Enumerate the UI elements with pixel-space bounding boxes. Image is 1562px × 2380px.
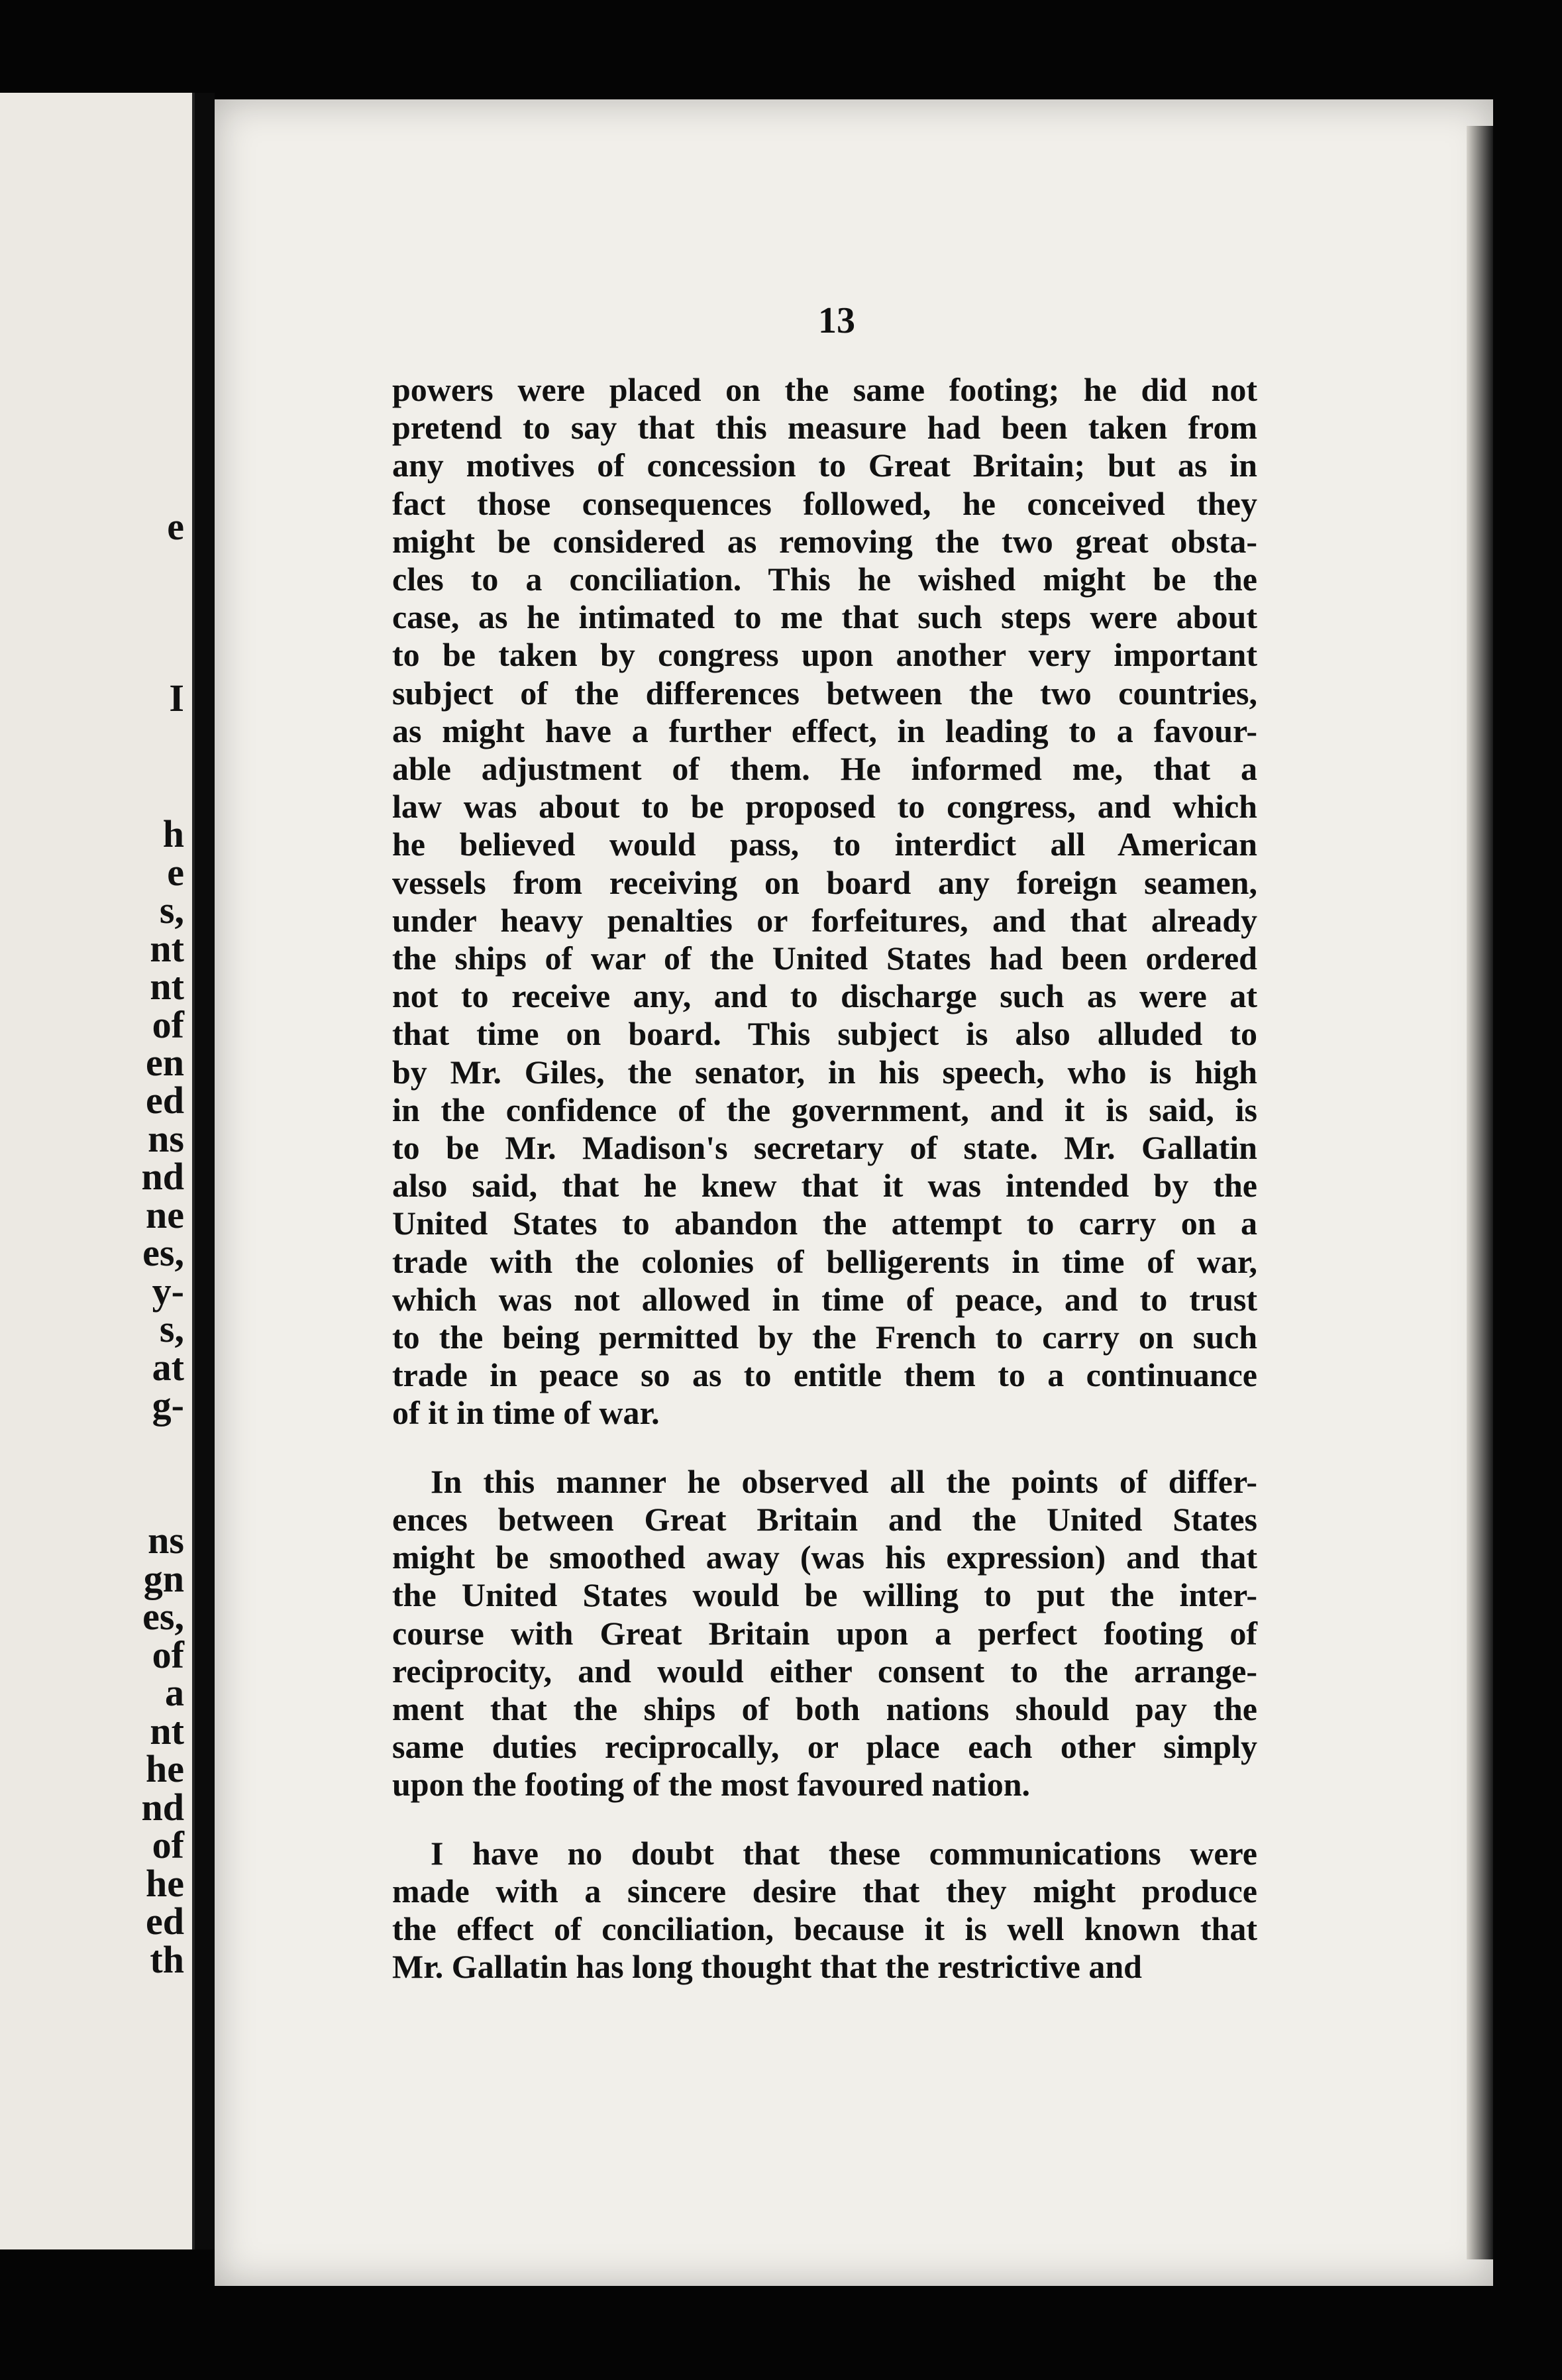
text-line: the effect of conciliation, because it is well known that: [392, 1910, 1257, 1947]
facing-page-fragment: s,: [159, 1307, 184, 1350]
text-line: that time on board. This subject is also alluded to: [392, 1015, 1257, 1053]
paragraph: [392, 1835, 1257, 1986]
page-number: 13: [818, 300, 855, 341]
facing-page-fragment: of: [152, 1003, 184, 1046]
facing-page-fragment: ed: [146, 1900, 184, 1943]
text-line: same duties reciprocally, or place each other simply: [392, 1728, 1257, 1766]
text-line: cles to a conciliation. This he wished might be the: [392, 561, 1257, 598]
text-line: Mr. Gallatin has long thought that the restrictive and: [392, 1948, 1142, 1986]
facing-page-fragment: he: [146, 1747, 184, 1790]
facing-page-fragment: es,: [142, 1231, 184, 1274]
text-line: which was not allowed in time of peace, and to trust: [392, 1280, 1257, 1318]
facing-page-fragment: at: [152, 1346, 184, 1389]
text-line: under heavy penalties or forfeitures, and that already: [392, 901, 1257, 939]
text-line: powers were placed on the same footing; he did not: [392, 371, 1257, 408]
facing-page-fragment: ns: [148, 1519, 184, 1562]
text-line: case, as he intimated to me that such steps were about: [392, 598, 1257, 636]
facing-page-fragment: nt: [150, 927, 184, 970]
text-line: might be smoothed away (was his expression) and that: [392, 1539, 1257, 1576]
previous-page-edge: [0, 93, 195, 2249]
facing-page-fragment: I: [169, 676, 184, 720]
text-line: law was about to be proposed to congress, and which: [392, 788, 1257, 826]
text-line: pretend to say that this measure had been taken from: [392, 409, 1257, 447]
facing-page-fragment: h: [162, 812, 184, 855]
text-line: might be considered as removing the two great obsta-: [392, 522, 1257, 560]
text-line: made with a sincere desire that they might produce: [392, 1872, 1257, 1910]
facing-page-fragment: e: [167, 851, 184, 894]
text-line: subject of the differences between the two countries,: [392, 674, 1257, 712]
facing-page-fragment: of: [152, 1823, 184, 1866]
text-line: reciprocity, and would either consent to the arrange-: [392, 1652, 1257, 1690]
text-line: In this manner he observed all the points of differ-: [431, 1462, 1257, 1500]
facing-page-fragment: gn: [143, 1557, 184, 1600]
facing-page-fragment: ed: [146, 1079, 184, 1122]
text-line: in the confidence of the government, and it is said, is: [392, 1091, 1257, 1128]
facing-page-fragment: y-: [152, 1270, 184, 1313]
text-line: to the being permitted by the French to carry on such: [392, 1319, 1257, 1356]
facing-page-fragment: nt: [150, 965, 184, 1008]
paragraph: [392, 371, 1257, 1433]
book-gutter: [195, 93, 215, 2249]
text-line: any motives of concession to Great Britain; but as in: [392, 447, 1257, 484]
facing-page-fragment: ns: [148, 1117, 184, 1160]
text-line: by Mr. Giles, the senator, in his speech, who is high: [392, 1053, 1257, 1091]
facing-page-fragment: s,: [159, 889, 184, 932]
facing-page-fragment: es,: [142, 1595, 184, 1638]
facing-page-fragment: nd: [141, 1786, 184, 1829]
text-line: upon the footing of the most favoured nation.: [392, 1766, 1031, 1804]
facing-page-fragment: th: [150, 1938, 184, 1981]
facing-page-fragment: of: [152, 1633, 184, 1676]
facing-page-fragment: e: [167, 505, 184, 548]
text-line: also said, that he knew that it was intended by the: [392, 1167, 1257, 1205]
text-line: he believed would pass, to interdict all American: [392, 826, 1257, 863]
facing-page-fragment: en: [146, 1041, 184, 1084]
text-line: ences between Great Britain and the United States: [392, 1500, 1257, 1538]
facing-page-fragment: nd: [141, 1155, 184, 1198]
text-line: as might have a further effect, in leading to a favour-: [392, 712, 1257, 749]
paragraph: [392, 1463, 1257, 1804]
facing-page-fragment: he: [146, 1862, 184, 1905]
text-line: I have no doubt that these communications were: [431, 1834, 1257, 1872]
facing-page-fragment: a: [165, 1671, 184, 1714]
text-line: to be taken by congress upon another very important: [392, 636, 1257, 674]
text-line: trade with the colonies of belligerents in time of war,: [392, 1242, 1257, 1280]
text-line: able adjustment of them. He informed me, that a: [392, 750, 1257, 788]
text-line: not to receive any, and to discharge such as were at: [392, 977, 1257, 1015]
text-line: ment that the ships of both nations should pay the: [392, 1690, 1257, 1727]
facing-page-fragment: nt: [150, 1709, 184, 1753]
text-line: vessels from receiving on board any foreign seamen,: [392, 863, 1257, 901]
text-line: course with Great Britain upon a perfect footing of: [392, 1614, 1257, 1652]
text-line: to be Mr. Madison's secretary of state. Mr. Gallatin: [392, 1129, 1257, 1167]
page-edge-shadow: [1467, 126, 1493, 2259]
text-line: the ships of war of the United States had been ordered: [392, 940, 1257, 977]
text-line: fact those consequences followed, he conceived they: [392, 484, 1257, 522]
facing-page-fragment: g-: [152, 1383, 184, 1427]
text-line: the United States would be willing to put the inter-: [392, 1576, 1257, 1614]
text-line: United States to abandon the attempt to carry on a: [392, 1205, 1257, 1242]
body-text: [392, 371, 1257, 1986]
text-line: of it in time of war.: [392, 1394, 660, 1432]
facing-page-fragment: ne: [146, 1193, 184, 1236]
text-line: trade in peace so as to entitle them to a continuance: [392, 1356, 1257, 1394]
